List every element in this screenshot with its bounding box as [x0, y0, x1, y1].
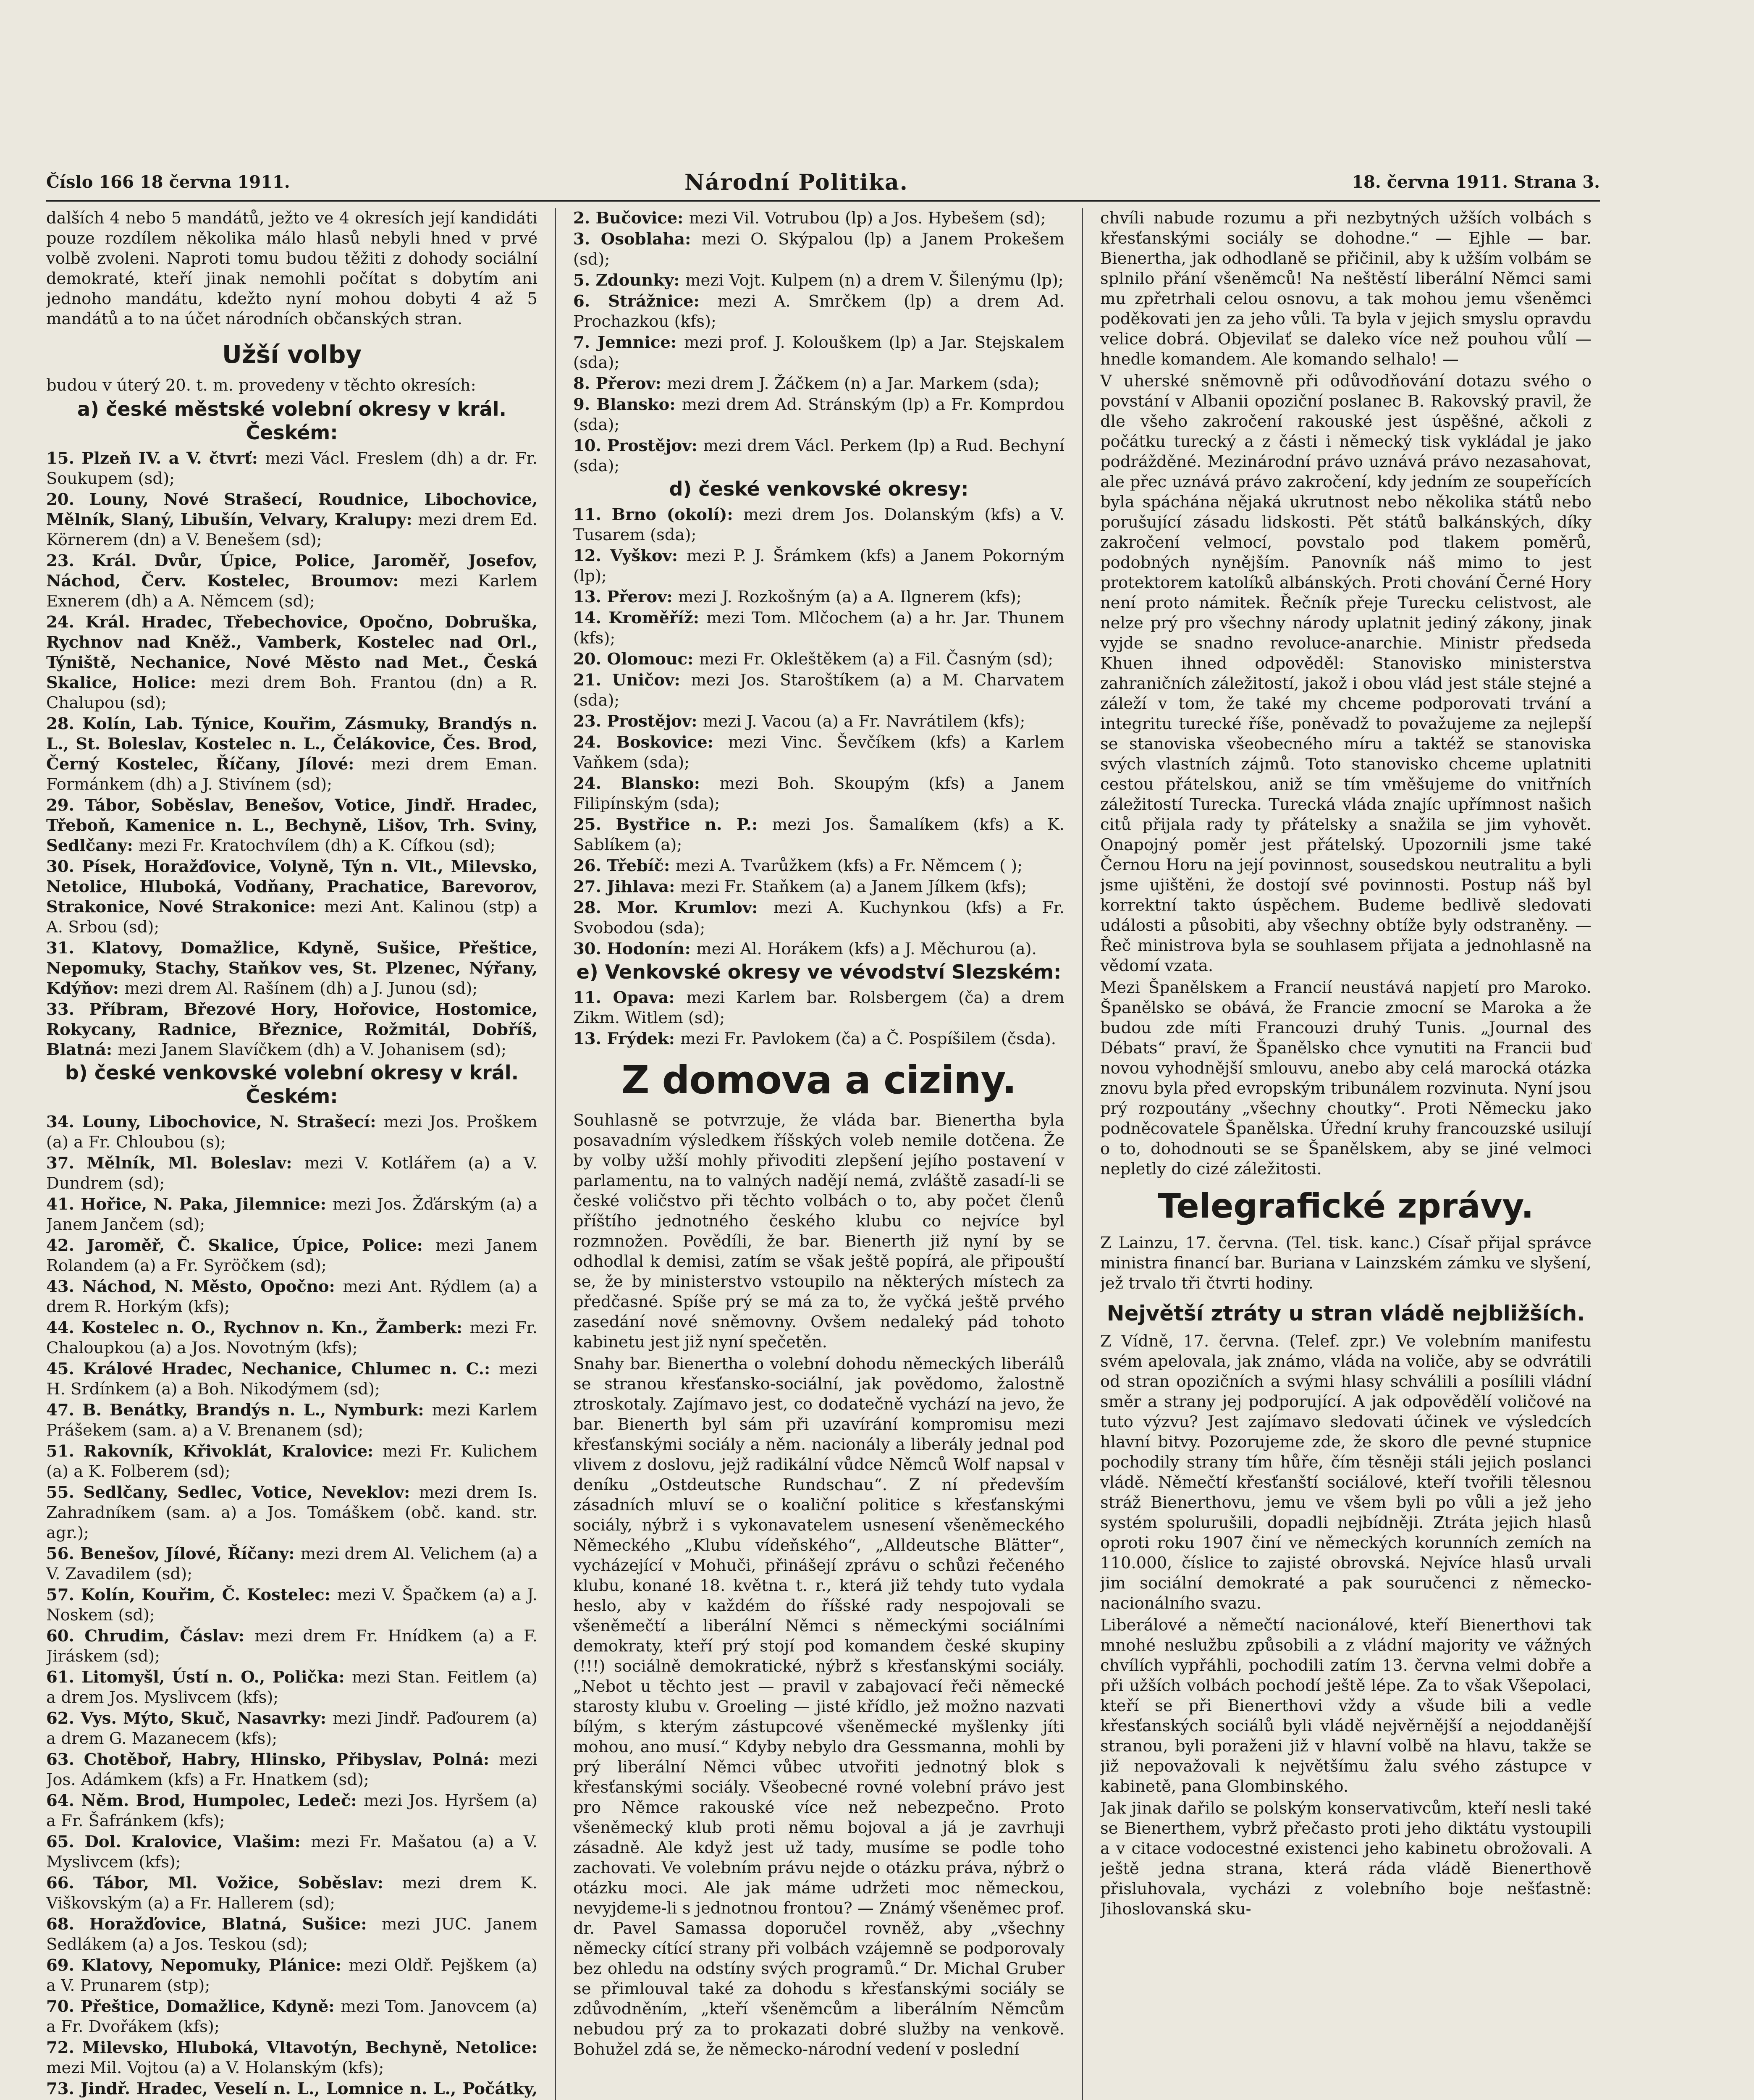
- candidates: mezi V. Špačkem (a) a J. Noskem (sd);: [46, 1586, 537, 1625]
- district-name: 37. Mělník, Ml. Boleslav:: [46, 1154, 304, 1173]
- candidates: mezi Karlem Prášekem (sam. a) a V. Brenanem (sd);: [46, 1401, 537, 1440]
- candidates: mezi J. Vacou (a) a Fr. Navrátilem (kfs);: [703, 712, 1025, 731]
- candidates: mezi Stan. Feitlem (a) a drem Jos. Myslivcem (kfs);: [46, 1668, 537, 1707]
- district-name: 14. Kroměříž:: [573, 609, 707, 627]
- district-name: 20. Louny, Nové Strašecí, Roudnice, Libochovice, Mělník, Slaný, Libušín, Velvary, Kralupy:: [46, 490, 537, 529]
- candidates: mezi Fr. Okleštěkem (a) a Fil. Časným (sd);: [699, 650, 1054, 669]
- district-name: 6. Strážnice:: [573, 292, 718, 311]
- district-entry: [46, 1750, 537, 1790]
- district-name: 25. Bystřice n. P.:: [573, 815, 772, 834]
- district-name: 68. Horažďovice, Blatná, Sušice:: [46, 1915, 382, 1934]
- district-entry: [46, 1441, 537, 1482]
- district-name: 10. Prostějov:: [573, 436, 703, 455]
- district-entry: [46, 1359, 537, 1399]
- district-entry: [573, 270, 1064, 291]
- district-list-b: [46, 1112, 537, 2100]
- candidates: mezi drem Boh. Frantou (dn) a R. Chalupou (sd);: [46, 673, 537, 712]
- candidates: mezi Fr. Pavlokem (ča) a Č. Pospíšilem (čsda).: [680, 1029, 1057, 1048]
- column-2: [573, 208, 1064, 2100]
- district-entry: [573, 670, 1064, 711]
- district-entry: [46, 1236, 537, 1276]
- candidates: mezi Jos. Šamalíkem (kfs) a K. Sablíkem (a);: [573, 815, 1064, 854]
- district-name: 44. Kostelec n. O., Rychnov n. Kn., Žamberk:: [46, 1318, 470, 1337]
- district-entry: [46, 1709, 537, 1749]
- district-entry: [46, 1112, 537, 1152]
- candidates: mezi Oldř. Pejškem (a) a V. Prunarem (stp);: [46, 1956, 537, 1995]
- candidates: mezi Jindř. Paďourem (a) a drem G. Mazanecem (kfs);: [46, 1709, 537, 1748]
- district-name: 3. Osoblaha:: [573, 230, 702, 249]
- district-name: 11. Brno (okolí):: [573, 505, 744, 524]
- district-name: 65. Dol. Kralovice, Vlašim:: [46, 1832, 311, 1851]
- candidates: mezi Ant. Kalinou (stp) a A. Srbou (sd);: [46, 898, 537, 937]
- district-name: 57. Kolín, Kouřim, Č. Kostelec:: [46, 1586, 337, 1604]
- section-heading: Užší volby: [222, 340, 362, 369]
- district-name: 11. Opava:: [573, 988, 687, 1007]
- page-header: [46, 172, 1600, 197]
- district-name: 31. Klatovy, Domažlice, Kdyně, Sušice, Přeštice, Nepomuky, Stachy, Staňkov ves, St. Plzenec, Nýřany, Kdýňov:: [46, 939, 537, 998]
- district-entry: [573, 1029, 1064, 1049]
- district-entry: [573, 333, 1064, 373]
- candidates: mezi Jos. Adámkem (kfs) a Fr. Hnatkem (sd);: [46, 1750, 537, 1789]
- district-entry: [46, 551, 537, 612]
- candidates: mezi Fr. Chaloupkou (a) a Jos. Novotným (kfs);: [46, 1318, 537, 1357]
- district-name: 63. Chotěboř, Habry, Hlinsko, Přibyslav, Polná:: [46, 1750, 499, 1769]
- candidates: mezi drem Al. Velichem (a) a V. Zavadilem (sd);: [46, 1544, 537, 1583]
- candidates: mezi Fr. Staňkem (a) a Janem Jílkem (kfs);: [680, 877, 1027, 896]
- paragraph: Snahy bar. Bienertha o volební dohodu německých liberálů se stranou křesťansko-sociální, jak povědomo, žalostně ztroskotaly. Zajímavo jest, co dodatečně vychází na jevo, že bar. Bienerth byl sám při uzavírání kompromisu mezi křesťanskými sociály a něm. nacionály a liberály jednal pod vlivem z doslovu, jejž radikální vůdce Němců Wolf napsal v deníku „Ostdeutsche Rundschau“. Z ní především zásadních mluví se o koaliční politice s křesťanskými sociály, nýbrž i s vykonavatelem usnesení všeněmeckého Německého „Klubu vídeňského“, „Alldeutsche Blätter“, vycházející v Mohuči, přinášejí zprávu o schůzi řečeného klubu, konané 18. května t. r., která již tehdy tuto vydala heslo, aby v každém do říšské rady nespojovali se všeněmečtí a liberální Němci s německými sociálními demokraty, kteří prý stojí pod komandem české skupiny (!!!) sociálně demokratické, nýbrž s křesťanskými sociály. „Nebot u těchto jest — pravil v zabajovací řeči německé starosty klubu v. Groeling — jisté křídlo, jež možno nazvati bílým, s kterým zástupcové všeněmecké myšlenky jíti mohou, ano musí.“ Kdyby nebylo dra Gessmanna, mohli by prý liberální Němci vůbec utvořiti jednotný blok s křesťanskými sociály. Všeobecné rovné volební právo jest pro Němce rakouské více než nebezpečno. Proto všeněmecký klub proti němu bojoval a já je zavrhuji zásadně. Ale když jest už tady, musíme se podle toho zachovati. Ve volebním právu nejde o otázku práva, nýbrž o otázku moci. Ale jak máme udržeti moc německou, nevyjdeme-li s jednotnou frontou? — Známý všeněmec prof. dr. Pavel Samassa doporučel rovněž, aby „všechny německy cítící strany při volbách vzájemně se podporovaly bez ohledu na odstíny svých programů.“ Dr. Michal Gruber se přimlouval také za dohodu s křesťanskými sociály se zdůvodněním, „kteří všeněmcům a liberálním Němcům nebudou prý za to prokazati dobré služby na venkově. Bohužel zdá se, že německo-národní vedení v poslední: [573, 1354, 1064, 2059]
- issue-number: Číslo 166 18 června 1911.: [46, 172, 290, 192]
- candidates: mezi Mil. Vojtou (a) a V. Holanským (kfs);: [46, 2058, 384, 2077]
- candidates: mezi Boh. Skoupým (kfs) a Janem Filipínským (sda);: [573, 774, 1064, 813]
- district-entry: [573, 291, 1064, 332]
- district-name: 42. Jaroměř, Č. Skalice, Úpice, Police:: [46, 1236, 435, 1255]
- district-name: 61. Litomyšl, Ústí n. O., Polička:: [46, 1668, 352, 1687]
- district-name: 20. Olomouc:: [573, 650, 699, 669]
- district-entry: [573, 395, 1064, 435]
- district-name: 69. Klatovy, Nepomuky, Plánice:: [46, 1956, 349, 1975]
- district-name: 21. Uničov:: [573, 671, 691, 690]
- district-entry: [46, 1000, 537, 1060]
- district-entry: [573, 587, 1064, 607]
- district-entry: [46, 1318, 537, 1358]
- candidates: mezi P. J. Šrámkem (kfs) a Janem Pokorným (lp);: [573, 546, 1064, 585]
- candidates: mezi Vojt. Kulpem (n) a drem V. Šilenýmu (lp);: [685, 271, 1064, 290]
- date-page: 18. června 1911. Strana 3.: [1352, 172, 1600, 192]
- candidates: mezi Jos. Staroštíkem (a) a M. Charvatem (sda);: [573, 671, 1064, 710]
- candidates: mezi Ant. Rýdlem (a) a drem R. Horkým (kfs);: [46, 1277, 537, 1316]
- candidates: mezi Karlem bar. Rolsbergem (ča) a drem Zikm. Witlem (sd);: [573, 988, 1064, 1027]
- district-name: 28. Kolín, Lab. Týnice, Kouřim, Zásmuky, Brandýs n. L., St. Boleslav, Kostelec n. L., Čelákovice, Čes. Brod, Černý Kostelec, Říčany, Jílové:: [46, 714, 537, 774]
- candidates: mezi Janem Slavíčkem (dh) a V. Johanisem (sd);: [118, 1040, 507, 1059]
- district-list-d: [573, 505, 1064, 959]
- district-list-a: [46, 449, 537, 1060]
- candidates: mezi drem J. Žáčkem (n) a Jar. Markem (sda);: [667, 374, 1040, 393]
- district-name: 41. Hořice, N. Paka, Jilemnice:: [46, 1195, 333, 1214]
- district-entry: [573, 208, 1064, 228]
- candidates: mezi drem Al. Rašínem (dh) a J. Junou (sd);: [124, 979, 478, 998]
- candidates: mezi Vil. Votrubou (lp) a Jos. Hybešem (sd);: [689, 209, 1046, 228]
- district-entry: [573, 608, 1064, 648]
- district-entry: [46, 1585, 537, 1625]
- district-entry: [573, 436, 1064, 476]
- district-entry: [573, 649, 1064, 669]
- header-rule: [46, 200, 1600, 202]
- district-entry: [46, 1544, 537, 1584]
- district-entry: [46, 795, 537, 856]
- district-entry: [573, 988, 1064, 1028]
- candidates: mezi Al. Horákem (kfs) a J. Měchurou (a).: [696, 940, 1037, 958]
- paragraph: Z Vídně, 17. června. (Telef. zpr.) Ve volebním manifestu svém apelovala, jak známo, vláda na voliče, aby se odvrátili od stran opozičních a svými hlasy schválili a posílili vládní směr a strany jej podporující. A jak odpovědělí voličové na tuto výzvu? Jest zajímavo sledovati účinek ve výsledcích hlavní bitvy. Pozorujeme zde, že skoro dle pevné stupnice pochodily strany tím hůře, čím těsněji stáli jejich poslanci vládě. Němečtí křesťanští sociálové, kteří tvořili tělesnou stráž Bienerthovu, jemu ve všem byli po vůli a jež jeho systém spolurušili, dopadli nejbídněji. Ztráta jejich hlasů oproti roku 1907 činí ve německých korunních zemích na 110.000, číslice to zajisté obrovská. Nejvíce hlasů urvali jim sociální demokraté a pak souručenci z německo-nacionálního svazu.: [1100, 1332, 1591, 1613]
- newspaper-page: [46, 172, 1600, 2100]
- section-heading: Z domova a ciziny.: [621, 1058, 1017, 1102]
- district-name: 72. Milevsko, Hluboká, Vltavotýn, Bechyně, Netolice:: [46, 2038, 537, 2057]
- district-name: 13. Přerov:: [573, 588, 679, 606]
- district-list-c-cont: [573, 208, 1064, 476]
- candidates: mezi drem Ad. Stránským (lp) a Fr. Komprdou (sda);: [573, 395, 1064, 434]
- district-entry: [573, 546, 1064, 586]
- district-name: 8. Přerov:: [573, 374, 667, 393]
- district-name: 23. Král. Dvůr, Úpice, Police, Jaroměř, Josefov, Náchod, Červ. Kostelec, Broumov:: [46, 551, 537, 591]
- candidates: mezi drem Eman. Formánkem (dh) a J. Stivínem (sd);: [46, 755, 537, 794]
- district-entry: [46, 490, 537, 550]
- district-entry: [573, 939, 1064, 959]
- district-entry: [46, 449, 537, 489]
- district-entry: [573, 374, 1064, 394]
- district-name: 43. Náchod, N. Město, Opočno:: [46, 1277, 343, 1296]
- district-name: 5. Zdounky:: [573, 271, 685, 290]
- candidates: mezi Tom. Mlčochem (a) a hr. Jar. Thunem (kfs);: [573, 609, 1064, 648]
- candidates: mezi J. Rozkošným (a) a A. Ilgnerem (kfs);: [678, 588, 1022, 606]
- candidates: mezi A. Smrčkem (lp) a drem Ad. Prochazkou (kfs);: [573, 292, 1064, 331]
- district-name: 55. Sedlčany, Sedlec, Votice, Neveklov:: [46, 1483, 419, 1502]
- candidates: mezi Fr. Mašatou (a) a V. Myslivcem (kfs);: [46, 1832, 537, 1872]
- district-entry: [46, 2038, 537, 2078]
- district-entry: [46, 1832, 537, 1872]
- district-name: 26. Třebíč:: [573, 856, 676, 875]
- district-entry: [573, 505, 1064, 545]
- district-entry: [573, 856, 1064, 876]
- district-entry: [573, 877, 1064, 897]
- district-entry: [46, 1997, 537, 2037]
- district-entry: [46, 1667, 537, 1708]
- district-entry: [46, 1277, 537, 1317]
- district-name: 13. Frýdek:: [573, 1029, 681, 1048]
- district-name: 66. Tábor, Ml. Vožice, Soběslav:: [46, 1874, 402, 1893]
- candidates: mezi drem Ed. Körnerem (dn) a V. Benešem (sd);: [46, 510, 537, 549]
- district-name: 15. Plzeň IV. a V. čtvrť:: [46, 449, 265, 468]
- district-name: 34. Louny, Libochovice, N. Strašecí:: [46, 1113, 384, 1131]
- candidates: mezi drem Jos. Dolanským (kfs) a V. Tusarem (sda);: [573, 505, 1064, 544]
- paragraph: dalších 4 nebo 5 mandátů, ježto ve 4 okresích její kandidáti pouze rozdílem několika málo hlasů nebyli hned v prvé volbě zvoleni. Naproti tomu budou těžiti z dohody sociální demokraté, kteří jinak nemohli počítat s dobytím ani jednoho mandátu, kdežto nyní mohou dobyti 4 až 5 mandátů a to na účet národních občanských stran.: [46, 209, 537, 328]
- district-entry: [573, 774, 1064, 814]
- paragraph: Mezi Španělskem a Francií neustává napjetí pro Maroko. Španělsko se obává, že Francie zmocní se Maroka a že budou zde míti Francouzi druhý Tunis. „Journal des Débats“ praví, že Španělsko chce vynutiti na Francii buď novou vyhodnější smlouvu, anebo aby celá marocká otázka znovu byla před evropským tribunálem rozvinuta. Nyní jsou prý rozpoutány „všechny choutky“. Proti Německu jako podněcovatele Španělska. Úřední kruhy francouzské usilují o to, dohodnouti se se Španělskem, aby se jiné velmoci nepletly do cizé záležitosti.: [1100, 978, 1591, 1179]
- subsection-heading: b) české venkovské volební okresy v král. Českém:: [65, 1061, 519, 1108]
- paragraph: V uherské sněmovně při odůvodňování dotazu svého o povstání v Albanii opoziční poslanec B. Rakovský pravil, že dle všeho zakročení rakouské jest úspěšné, ačkoli z počátku turecký a z části i německý tisk vykládal je jako podrážděné. Mezinárodní právo uznává právo nezasahovat, ale přec uznává právo zakročení, kdy jedním ze soupeřících byla spáchána nějaká ukrutnost nebo několika států nebo porušující zásadu lidskosti. Pět států balkánských, díky zakročení velmocí, povstalo pod tlakem poměrů, podobných nynějším. Panovník náš mimo to jest protektorem katolíků albánských. Proti chování Černé Hory není proto námitek. Řečník přeje Turecku celistvost, ale nelze prý pro všechny národy uplatnit jediný zákony, jinak vyjde se snadno revoluce-anarchie. Ministr předseda Khuen ihned odpověděl: Stanovisko ministerstva zahraničních záležitostí, jakož i obou vlád jest stále stejné a záleží v tom, že také my chceme podporovati trvání a integritu turecké říše, poněvadž to považujeme za nejlepší se stanoviska všeobecného míru a taktéž se stanoviska svých vlastních zájmů. Toto stanovisko chceme uplatniti cestou přátelskou, aniž se tím vměšujeme do vnitřních záležitostí Turecka. Turecká vláda znajíc upřímnost našich citů přijala rady ty přátelsky a snažila se jim vyhovět. Onapojný poměr jest přátelský. Upozornili jsme také Černou Horu na její povinnost, sousedskou neutralitu a byli jsme ujištěni, že dostojí své povinnosti. Postup náš byl korrektní takto úspěchem. Budeme bedlivě sledovati události a působiti, aby všechny obtíže byly odstraněny. — Řeč ministrova byla se souhlasem přijata a jednohlasně na vědomí vzata.: [1100, 372, 1591, 975]
- district-name: 28. Mor. Krumlov:: [573, 898, 773, 917]
- district-name: 24. Boskovice:: [573, 733, 729, 752]
- paragraph: Souhlasně se potvrzuje, že vláda bar. Bienertha byla posavadním výsledkem říšských voleb nemile dotčena. Že by volby užší mohly přivoditi zlepšení jejího postavení v parlamentu, na to valných nadějí nemá, zvláště zasadí-li se české voličstvo při těchto volbách o to, aby počet členů příštího jednotného českého klubu co nejvíce byl rozmnožen. Povědíli, že bar. Bienerth již nyní by se odhodlal k demisi, zatím se však ještě popírá, ale připouští se, že by ministerstvo vstoupilo na některých místech za předčasné. Spíše prý se má za to, že vyčká ještě prvého zasedání nové sněmovny. Ovšem nedaleký pád tohoto kabinetu jest již nyní spečetěn.: [573, 1111, 1064, 1352]
- district-entry: [46, 1956, 537, 1996]
- district-name: 56. Benešov, Jílové, Říčany:: [46, 1544, 301, 1563]
- candidates: mezi Vinc. Ševčíkem (kfs) a Karlem Vaňkem (sda);: [573, 733, 1064, 772]
- candidates: mezi O. Skýpalou (lp) a Janem Prokešem (sd);: [573, 230, 1064, 269]
- candidates: mezi Jos. Žďárským (a) a Janem Jančem (sd);: [46, 1195, 537, 1234]
- subsection-heading: d) české venkovské okresy:: [669, 478, 969, 500]
- district-name: 33. Příbram, Březové Hory, Hořovice, Hostomice, Rokycany, Radnice, Březnice, Rožmitál, Dobříš, Blatná:: [46, 1000, 537, 1059]
- column-1: [46, 208, 537, 2100]
- district-name: 51. Rakovník, Křivoklát, Kralovice:: [46, 1442, 383, 1461]
- district-name: 30. Hodonín:: [573, 940, 697, 958]
- district-name: 45. Králové Hradec, Nechanice, Chlumec n. C.:: [46, 1360, 499, 1378]
- district-name: 2. Bučovice:: [573, 209, 689, 228]
- district-entry: [46, 1153, 537, 1194]
- district-name: 9. Blansko:: [573, 395, 682, 414]
- candidates: mezi H. Srdínkem (a) a Boh. Nikodýmem (sd);: [46, 1360, 537, 1399]
- district-name: 73. Jindř. Hradec, Veselí n. L., Lomnice n. L., Počátky,: [46, 2079, 537, 2098]
- district-entry: [46, 1791, 537, 1831]
- district-entry: [573, 229, 1064, 270]
- candidates: mezi Fr. Kulichem (a) a K. Folberem (sd);: [46, 1442, 537, 1481]
- district-entry: [573, 815, 1064, 855]
- district-entry: [573, 711, 1064, 732]
- candidates: mezi Janem Rolandem (a) a Fr. Syröčkem (sd);: [46, 1236, 537, 1275]
- district-name: 12. Vyškov:: [573, 546, 687, 565]
- district-entry: [573, 898, 1064, 938]
- candidates: mezi drem K. Viškovským (a) a Fr. Hallerem (sd);: [46, 1874, 537, 1913]
- paragraph: Jak jinak dařilo se polským konservativcům, kteří nesli také se Bienerthem, vybrž přečasto proti jeho diktátu vystoupili a v citace vodocestné existenci jeho kabinetu obrožovali. A ještě jedna strana, která ráda vládě Bienerthově přisluhovala, vycházi z volebního boje nešťastně: Jihoslovanská sku-: [1100, 1799, 1591, 1919]
- district-name: 64. Něm. Brod, Humpolec, Ledeč:: [46, 1791, 364, 1810]
- district-entry: [46, 1873, 537, 1914]
- paragraph: Z Lainzu, 17. června. (Tel. tisk. kanc.) Císař přijal správce ministra financí bar. Buriana v Lainzském zámku ve slyšení, jež trvalo tři čtvrti hodiny.: [1100, 1234, 1591, 1293]
- column-3: [1100, 208, 1591, 2100]
- district-name: 30. Písek, Horažďovice, Volyně, Týn n. Vlt., Milevsko, Netolice, Hluboká, Vodňany, Prachatice, Barevorov, Strakonice, Nové Strakonice:: [46, 857, 537, 916]
- district-entry: [46, 857, 537, 937]
- district-name: 47. B. Benátky, Brandýs n. L., Nymburk:: [46, 1401, 432, 1420]
- district-entry: [46, 1194, 537, 1235]
- paragraph: Liberálové a němečtí nacionálové, kteří Bienerthovi tak mnohé neslužbu způsobili a z vládní majority ve vážných chvílích vypřáhli, pochodili zatím 13. června velmi dobře a při užších volbách pochodí ještě lépe. Za to však Všepolaci, kteří se při Bienerthovi vždy a všude bili a vedle křesťanských sociálů byli vládě nejvěrnější a nejoddanější stranou, byli poraženi již v hlavní volbě na hlavu, takže se již nepovažovali k největšímu žalu svého zástupce v kabinetě, pana Glombinského.: [1100, 1616, 1591, 1796]
- candidates: mezi Tom. Janovcem (a) a Fr. Dvořákem (kfs);: [46, 1997, 537, 2036]
- candidates: mezi A. Tvarůžkem (kfs) a Fr. Němcem ( );: [675, 856, 1023, 875]
- candidates: mezi Fr. Kratochvílem (dh) a K. Cífkou (sd);: [139, 836, 496, 855]
- district-name: 24. Král. Hradec, Třebechovice, Opočno, Dobruška, Rychnov nad Kněž., Vamberk, Kostelec nad Orl., Týniště, Nechanice, Nové Město nad Met., Česká Skalice, Holice:: [46, 613, 537, 692]
- district-entry: [46, 2079, 537, 2100]
- district-name: 70. Přeštice, Domažlice, Kdyně:: [46, 1997, 341, 2016]
- paragraph: budou v úterý 20. t. m. provedeny v těchto okresích:: [46, 376, 476, 395]
- section-heading: Telegrafické zprávy.: [1158, 1186, 1534, 1226]
- candidates: mezi prof. J. Kolouškem (lp) a Jar. Stejskalem (sda);: [573, 333, 1064, 372]
- candidates: mezi drem Václ. Perkem (lp) a Rud. Bechyní (sda);: [573, 436, 1064, 475]
- candidates: mezi Jos. Proškem (a) a Fr. Chloubou (s);: [46, 1113, 537, 1152]
- district-entry: [46, 1626, 537, 1667]
- column-divider: [1082, 208, 1083, 2100]
- section-heading: Největší ztráty u stran vládě nejbližších.: [1106, 1301, 1585, 1326]
- district-name: 7. Jemnice:: [573, 333, 684, 352]
- column-divider: [555, 208, 556, 2100]
- district-name: 24. Blansko:: [573, 774, 720, 793]
- district-entry: [46, 714, 537, 795]
- district-entry: [573, 732, 1064, 773]
- district-name: 23. Prostějov:: [573, 712, 703, 731]
- district-entry: [46, 1400, 537, 1441]
- candidates: mezi drem Is. Zahradníkem (sam. a) a Jos. Tomáškem (obč. kand. str. agr.);: [46, 1483, 537, 1542]
- candidates: mezi Václ. Freslem (dh) a dr. Fr. Soukupem (sd);: [46, 449, 537, 488]
- masthead: Národní Politika.: [684, 170, 908, 195]
- candidates: mezi V. Kotlářem (a) a V. Dundrem (sd);: [46, 1154, 537, 1193]
- subsection-heading: a) české městské volební okresy v král. Českém:: [77, 398, 506, 444]
- candidates: mezi A. Kuchynkou (kfs) a Fr. Svobodou (sda);: [573, 898, 1064, 937]
- district-name: 29. Tábor, Soběslav, Benešov, Votice, Jindř. Hradec, Třeboň, Kamenice n. L., Bechyně, Lišov, Trh. Sviny, Sedlčany:: [46, 796, 537, 855]
- candidates: mezi drem Fr. Hnídkem (a) a F. Jiráskem (sd);: [46, 1627, 537, 1666]
- candidates: mezi JUC. Janem Sedlákem (a) a Jos. Teskou (sd);: [46, 1915, 537, 1954]
- candidates: mezi Karlem Exnerem (dh) a A. Němcem (sd);: [46, 572, 537, 611]
- district-name: 27. Jihlava:: [573, 877, 681, 896]
- district-entry: [46, 612, 537, 713]
- district-entry: [46, 938, 537, 999]
- candidates: mezi Jos. Hyršem (a) a Fr. Šafránkem (kfs);: [46, 1791, 537, 1830]
- district-list-e: [573, 988, 1064, 1049]
- district-entry: [46, 1914, 537, 1955]
- district-entry: [46, 1483, 537, 1543]
- district-name: 62. Vys. Mýto, Skuč, Nasavrky:: [46, 1709, 333, 1728]
- subsection-heading: e) Venkovské okresy ve vévodství Slezském:: [576, 961, 1062, 983]
- district-name: 60. Chrudim, Čáslav:: [46, 1627, 255, 1646]
- paragraph: chvíli nabude rozumu a při nezbytných užších volbách s křesťanskými sociály se dohodne.“ — Ejhle — bar. Bienertha, jak odhodlaně se přičinil, aby k užším volbám se splnilo přání všeněmců! Na neštěstí liberální Němci sami mu zpřetrhali celou osnovu, a tak mohou jemu všeněmci poděkovati jen za jeho vůli. Ta byla v jejich smyslu opravdu velice dobrá. Objevilať se daleko více než pouhou vůlí — hnedle komandem. Ale komando selhalo! —: [1100, 209, 1591, 369]
